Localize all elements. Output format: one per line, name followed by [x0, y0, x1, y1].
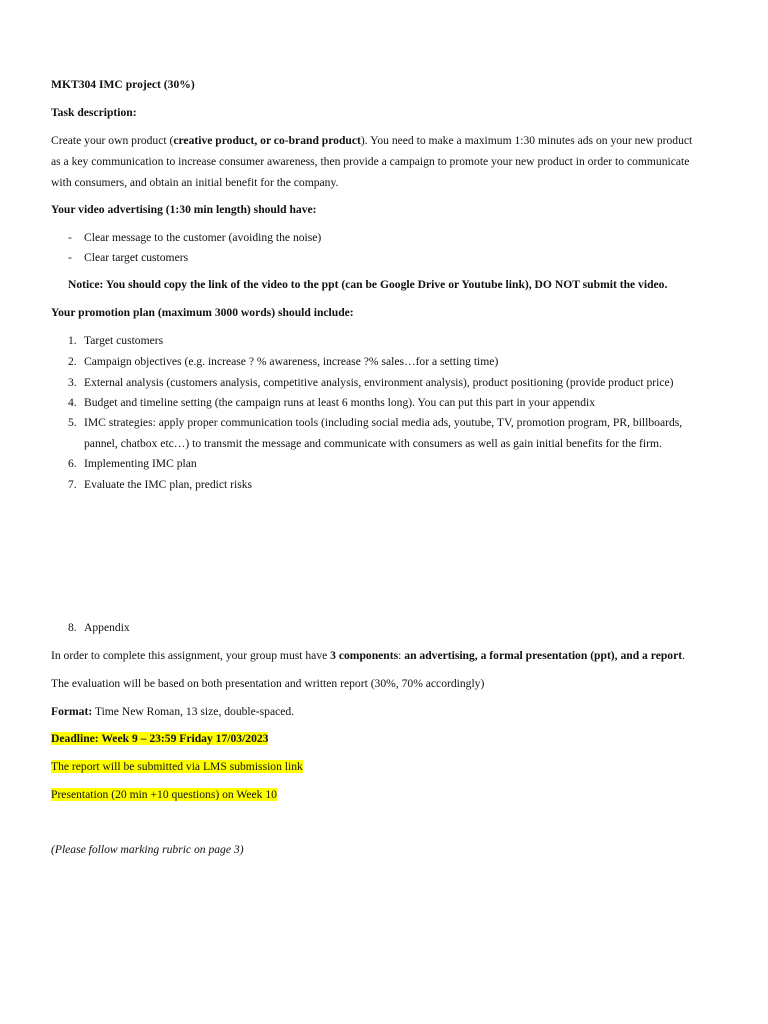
footer-note: (Please follow marking rubric on page 3): [51, 843, 244, 856]
bullet-dash: -: [68, 231, 72, 244]
list-number: 1.: [68, 334, 77, 347]
list-number: 5.: [68, 416, 77, 429]
list-item: Campaign objectives (e.g. increase ? % awareness, increase ?% sales…for a setting time): [84, 355, 499, 368]
deadline-line: [51, 732, 268, 745]
list-item: Appendix: [84, 621, 130, 634]
list-number: 8.: [68, 621, 77, 634]
presentation-line: [51, 788, 277, 801]
components-text: :: [398, 649, 405, 662]
components-text: .: [682, 649, 685, 662]
submission-text: The report will be submitted via LMS submission link: [51, 760, 303, 773]
list-item: Target customers: [84, 334, 164, 347]
intro-line-1: [51, 134, 692, 147]
deadline-text: Deadline: Week 9 – 23:59 Friday 17/03/2023: [51, 732, 269, 745]
list-number: 2.: [68, 355, 77, 368]
notice-text: Notice: You should copy the link of the video to the ppt (can be Google Drive or Youtube link), DO NOT submit the video.: [68, 278, 668, 291]
intro-text: Create your own product (: [51, 134, 174, 147]
components-text: In order to complete this assignment, your group must have: [51, 649, 331, 662]
format-value: Time New Roman, 13 size, double-spaced.: [92, 705, 295, 718]
evaluation-line: The evaluation will be based on both presentation and written report (30%, 70% accordingly): [51, 677, 485, 690]
video-item: Clear message to the customer (avoiding the noise): [84, 231, 322, 244]
intro-line-2: as a key communication to increase consumer awareness, then provide a campaign to promote your new product in order to communicate: [51, 155, 690, 168]
list-number: 4.: [68, 396, 77, 409]
task-heading: Task description:: [51, 106, 137, 119]
list-number: 7.: [68, 478, 77, 491]
list-item-continuation: pannel, chatbox etc…) to transmit the message and communicate with consumers as well as gain initial benefits for the firm.: [84, 437, 662, 450]
format-label: Format:: [51, 705, 93, 718]
components-emphasis: 3 components: [330, 649, 399, 662]
intro-line-3: with consumers, and obtain an initial benefit for the company.: [51, 176, 339, 189]
components-emphasis: an advertising, a formal presentation (ppt), and a report: [404, 649, 683, 662]
bullet-dash: -: [68, 251, 72, 264]
list-number: 3.: [68, 376, 77, 389]
list-item: Implementing IMC plan: [84, 457, 197, 470]
video-heading: Your video advertising (1:30 min length) should have:: [51, 203, 317, 216]
list-item: Evaluate the IMC plan, predict risks: [84, 478, 253, 491]
format-line: [51, 705, 294, 718]
list-number: 6.: [68, 457, 77, 470]
list-item: Budget and timeline setting (the campaign runs at least 6 months long). You can put this part in your appendix: [84, 396, 596, 409]
document-title: MKT304 IMC project (30%): [51, 78, 195, 91]
components-line: [51, 649, 685, 662]
submission-line: [51, 760, 303, 773]
intro-emphasis: creative product, or co-brand product: [173, 134, 361, 147]
intro-text: ). You need to make a maximum 1:30 minutes ads on your new product: [360, 134, 693, 147]
list-item: External analysis (customers analysis, competitive analysis, environment analysis), product positioning (provide product price): [84, 376, 674, 389]
presentation-text: Presentation (20 min +10 questions) on Week 10: [51, 788, 277, 801]
video-item: Clear target customers: [84, 251, 189, 264]
list-item: IMC strategies: apply proper communication tools (including social media ads, youtube, TV, promotion program, PR, billboards,: [84, 416, 683, 429]
plan-heading: Your promotion plan (maximum 3000 words) should include:: [51, 306, 354, 319]
